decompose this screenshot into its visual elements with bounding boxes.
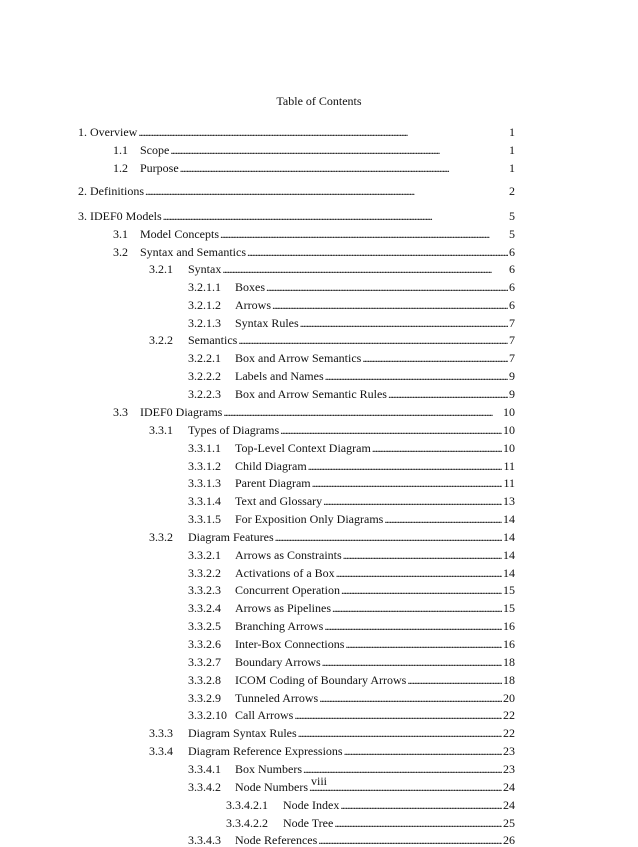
toc-dot-leader [275, 530, 502, 544]
toc-entry-number: 3.3.4.2 [188, 780, 221, 794]
toc-entry-number: 3.3.2.5 [188, 619, 221, 633]
toc-entry[interactable] [188, 601, 515, 615]
toc-entry-page: 5 [509, 227, 515, 241]
toc-entry-title: Inter-Box Connections [235, 637, 345, 651]
toc-dot-leader [247, 245, 508, 259]
toc-dot-leader [325, 369, 508, 383]
toc-entry-page: 10 [503, 405, 515, 419]
toc-dot-leader [341, 583, 502, 597]
toc-entry-number: 3.3.1.1 [188, 441, 221, 455]
toc-entry-page: 18 [503, 673, 515, 687]
toc-entry-page: 23 [503, 744, 515, 758]
toc-dot-leader [322, 655, 502, 669]
toc-entry-page: 6 [509, 245, 515, 259]
toc-dot-leader [388, 387, 508, 401]
toc-entry-title: Scope [140, 143, 170, 157]
toc-entry[interactable] [188, 833, 515, 847]
toc-dot-leader [170, 143, 508, 157]
toc-entry[interactable] [149, 423, 515, 437]
toc-entry-title: Text and Glossary [235, 494, 323, 508]
toc-entry-number: 3.3.1.3 [188, 476, 221, 490]
toc-dot-leader [340, 798, 502, 812]
toc-entry-page: 10 [503, 441, 515, 455]
toc-entry-page: 23 [503, 762, 515, 776]
toc-entry-title: Syntax and Semantics [140, 245, 246, 259]
toc-entry-title: Node Index [283, 798, 340, 812]
toc-entry[interactable] [188, 512, 515, 526]
toc-entry-title: Concurrent Operation [235, 583, 340, 597]
toc-dot-leader [319, 691, 502, 705]
toc-dot-leader [343, 548, 502, 562]
toc-entry[interactable] [149, 744, 515, 758]
toc-entry-page: 22 [503, 726, 515, 740]
toc-entry-number: 1. [78, 125, 87, 139]
toc-entry-number: 3.2.2 [149, 333, 173, 347]
toc-entry[interactable] [188, 351, 515, 365]
toc-entry-page: 7 [509, 351, 515, 365]
toc-entry[interactable] [78, 125, 515, 139]
toc-entry-title: ICOM Coding of Boundary Arrows [235, 673, 407, 687]
toc-dot-leader [238, 333, 508, 347]
toc-entry-title: IDEF0 Diagrams [140, 405, 223, 419]
toc-entry-title: Activations of a Box [235, 566, 335, 580]
toc-entry-number: 3.3.2.6 [188, 637, 221, 651]
toc-dot-leader [280, 423, 502, 437]
toc-entry[interactable] [188, 637, 515, 651]
toc-entry[interactable] [188, 280, 515, 294]
toc-entry-page: 15 [503, 583, 515, 597]
toc-entry[interactable] [188, 691, 515, 705]
toc-entry-title: Top-Level Context Diagram [235, 441, 371, 455]
toc-entry-page: 9 [509, 387, 515, 401]
toc-entry-number: 3.3.4.2.2 [226, 816, 268, 830]
toc-entry-title: Parent Diagram [235, 476, 311, 490]
toc-entry-page: 11 [503, 459, 515, 473]
toc-dot-leader [308, 459, 503, 473]
toc-entry[interactable] [188, 655, 515, 669]
toc-dot-leader [345, 637, 502, 651]
toc-entry-page: 1 [509, 125, 515, 139]
toc-entry-page: 18 [503, 655, 515, 669]
toc-entry-title: IDEF0 Models [90, 209, 162, 223]
toc-entry[interactable] [188, 494, 515, 508]
toc-entry[interactable] [149, 333, 515, 347]
toc-entry[interactable] [149, 262, 515, 276]
toc-entry-page: 16 [503, 637, 515, 651]
toc-entry-number: 1.2 [113, 161, 128, 175]
toc-entry-page: 1 [509, 143, 515, 157]
toc-dot-leader [145, 184, 508, 198]
toc-entry-number: 3.3.4.1 [188, 762, 221, 776]
toc-entry[interactable] [188, 369, 515, 383]
toc-entry-title: Syntax [188, 262, 222, 276]
toc-dot-leader [294, 708, 502, 722]
toc-entry[interactable] [188, 619, 515, 633]
toc-entry-number: 3.3.2.2 [188, 566, 221, 580]
toc-entry[interactable] [78, 209, 515, 223]
toc-entry-number: 3.3.2.3 [188, 583, 221, 597]
toc-entry-number: 3.3.2.7 [188, 655, 221, 669]
toc-entry-page: 15 [503, 601, 515, 615]
toc-entry[interactable] [188, 548, 515, 562]
toc-entry-number: 3.2.2.2 [188, 369, 221, 383]
toc-entry-title: Diagram Syntax Rules [188, 726, 297, 740]
toc-entry-page: 13 [503, 494, 515, 508]
toc-entry-title: Node Numbers [235, 780, 308, 794]
toc-entry[interactable] [113, 245, 515, 259]
toc-dot-leader [323, 494, 502, 508]
toc-entry-number: 3. [78, 209, 87, 223]
toc-entry-number: 3.3.4.3 [188, 833, 221, 847]
toc-entry-page: 14 [503, 512, 515, 526]
toc-dot-leader [407, 673, 502, 687]
toc-dot-leader [384, 512, 502, 526]
toc-entry-title: Overview [90, 125, 138, 139]
toc-entry-title: Arrows [235, 298, 271, 312]
toc-entry-number: 3.2.1.1 [188, 280, 221, 294]
toc-entry-number: 3.3.2.4 [188, 601, 221, 615]
toc-entry-page: 25 [503, 816, 515, 830]
toc-entry-title: Node Tree [283, 816, 334, 830]
toc-entry-page: 7 [509, 333, 515, 347]
toc-entry-page: 11 [503, 476, 515, 490]
toc-entry-number: 3.2.1.2 [188, 298, 221, 312]
toc-dot-leader [362, 351, 508, 365]
toc-entry-number: 3.2.1 [149, 262, 173, 276]
toc-entry[interactable] [149, 530, 515, 544]
toc-entry[interactable] [188, 583, 515, 597]
toc-entry-title: Branching Arrows [235, 619, 324, 633]
toc-entry-number: 3.3.2 [149, 530, 173, 544]
toc-entry[interactable] [188, 316, 515, 330]
toc-entry-page: 14 [503, 548, 515, 562]
toc-entry-number: 3.3 [113, 405, 128, 419]
toc-entry-number: 3.3.1 [149, 423, 173, 437]
toc-dot-leader [266, 280, 508, 294]
toc-entry[interactable] [226, 816, 515, 830]
toc-entry[interactable] [149, 726, 515, 740]
toc-entry-number: 3.3.2.10 [188, 708, 227, 722]
toc-entry-number: 3.3.4 [149, 744, 173, 758]
toc-entry-title: Syntax Rules [235, 316, 299, 330]
toc-entry-title: Box Numbers [235, 762, 302, 776]
toc-entry-number: 3.3.1.4 [188, 494, 221, 508]
toc-dot-leader [222, 262, 508, 276]
toc-dot-leader [324, 619, 502, 633]
toc-dot-leader [223, 405, 502, 419]
toc-entry-title: Purpose [140, 161, 179, 175]
toc-entry[interactable] [188, 298, 515, 312]
toc-dot-leader [312, 476, 503, 490]
toc-entry-page: 16 [503, 619, 515, 633]
toc-entry-page: 6 [509, 298, 515, 312]
toc-entry-title: Boundary Arrows [235, 655, 321, 669]
toc-entry-title: Definitions [90, 184, 144, 198]
toc-entry-title: Model Concepts [140, 227, 219, 241]
toc-entry-page: 26 [503, 833, 515, 847]
toc-entry[interactable] [188, 387, 515, 401]
toc-entry-title: Child Diagram [235, 459, 307, 473]
toc-entry[interactable] [188, 459, 515, 473]
toc-entry[interactable] [113, 227, 515, 241]
toc-entry[interactable] [113, 161, 515, 175]
toc-entry-page: 14 [503, 530, 515, 544]
toc-entry-number: 3.3.4.2.1 [226, 798, 268, 812]
toc-dot-leader [138, 125, 508, 139]
toc-entry-number: 3.3.2.9 [188, 691, 221, 705]
toc-entry-number: 1.1 [113, 143, 128, 157]
toc-dot-leader [372, 441, 502, 455]
toc-entry[interactable] [226, 798, 515, 812]
toc-entry-page: 24 [503, 780, 515, 794]
toc-dot-leader [300, 316, 508, 330]
toc-entry-page: 6 [509, 262, 515, 276]
toc-entry-number: 3.3.2.1 [188, 548, 221, 562]
toc-entry-page: 7 [509, 316, 515, 330]
toc-entry-number: 3.2.1.3 [188, 316, 221, 330]
toc-entry-number: 3.2 [113, 245, 128, 259]
toc-entry-title: Types of Diagrams [188, 423, 280, 437]
toc-entry-title: Arrows as Pipelines [235, 601, 331, 615]
toc-entry-number: 3.2.2.1 [188, 351, 221, 365]
toc-entry[interactable] [78, 184, 515, 198]
toc-entry-title: Call Arrows [235, 708, 294, 722]
toc-entry-page: 22 [503, 708, 515, 722]
toc-entry-number: 3.3.1.2 [188, 459, 221, 473]
toc-dot-leader [334, 816, 502, 830]
toc-entry-title: Diagram Features [188, 530, 274, 544]
toc-entry[interactable] [113, 143, 515, 157]
toc-entry[interactable] [188, 441, 515, 455]
toc-dot-leader [220, 227, 508, 241]
toc-dot-leader [336, 566, 502, 580]
toc-entry-title: Tunneled Arrows [235, 691, 319, 705]
toc-entry-number: 3.3.1.5 [188, 512, 221, 526]
toc-entry-page: 5 [509, 209, 515, 223]
toc-entry-title: Box and Arrow Semantics [235, 351, 362, 365]
toc-entry-page: 10 [503, 423, 515, 437]
toc-entry[interactable] [188, 708, 515, 722]
toc-dot-leader [180, 161, 508, 175]
toc-dot-leader [344, 744, 502, 758]
toc-dot-leader [163, 209, 508, 223]
toc-entry-page: 14 [503, 566, 515, 580]
toc-entry-title: Node References [235, 833, 318, 847]
toc-entry-number: 3.3.3 [149, 726, 173, 740]
toc-entry-page: 2 [509, 184, 515, 198]
toc-entry-page: 6 [509, 280, 515, 294]
toc-entry[interactable] [188, 673, 515, 687]
toc-entry-number: 3.3.2.8 [188, 673, 221, 687]
toc-entry-page: 1 [509, 161, 515, 175]
toc-dot-leader [272, 298, 508, 312]
toc-entry-title: Arrows as Constraints [235, 548, 342, 562]
toc-entry-page: 20 [503, 691, 515, 705]
toc-entry[interactable] [188, 476, 515, 490]
page-number: viii [310, 774, 327, 788]
toc-entry[interactable] [113, 405, 515, 419]
toc-entry-title: Labels and Names [235, 369, 324, 383]
toc-entry-number: 2. [78, 184, 87, 198]
toc-dot-leader [298, 726, 502, 740]
toc-entry-page: 24 [503, 798, 515, 812]
toc-dot-leader [332, 601, 502, 615]
toc-entry-title: Diagram Reference Expressions [188, 744, 343, 758]
page-title: Table of Contents [276, 94, 362, 108]
toc-dot-leader [318, 833, 502, 847]
toc-entry[interactable] [188, 566, 515, 580]
toc-entry-number: 3.1 [113, 227, 128, 241]
toc-entry-title: Semantics [188, 333, 238, 347]
toc-entry-page: 9 [509, 369, 515, 383]
toc-entry-title: Box and Arrow Semantic Rules [235, 387, 387, 401]
toc-entry-title: For Exposition Only Diagrams [235, 512, 384, 526]
toc-entry-title: Boxes [235, 280, 265, 294]
toc-entry-number: 3.2.2.3 [188, 387, 221, 401]
